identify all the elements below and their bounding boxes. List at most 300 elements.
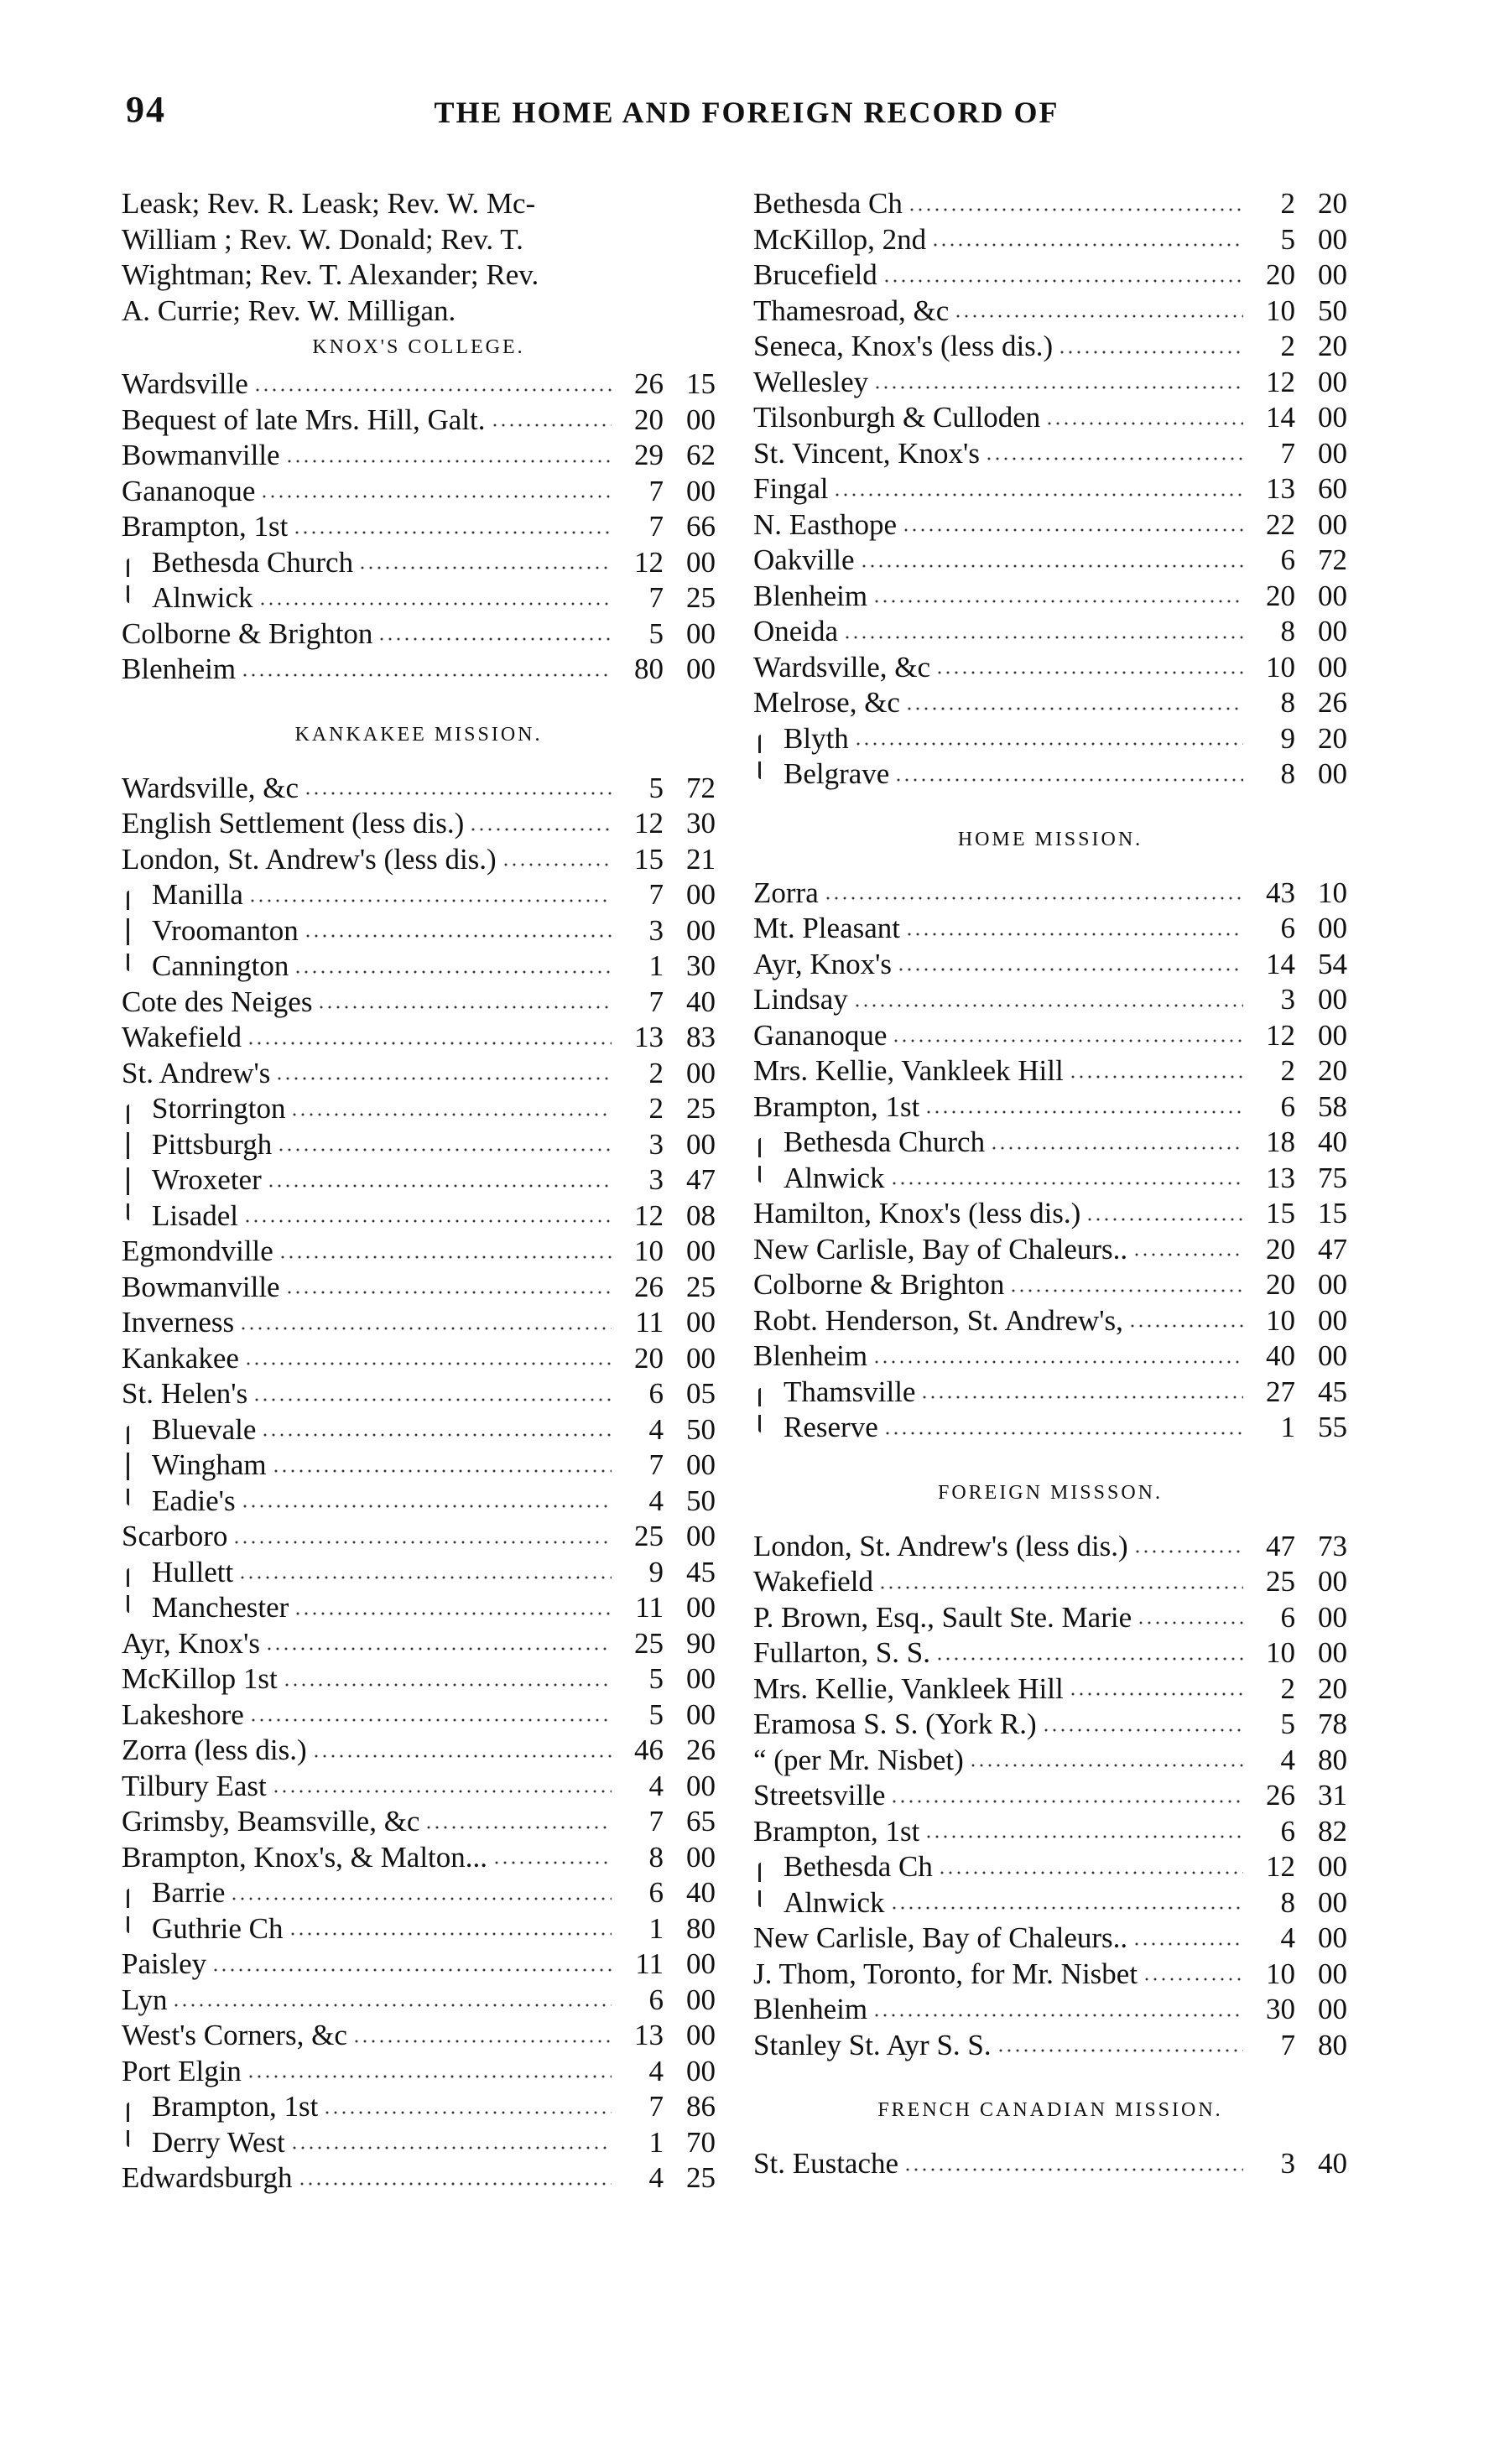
- entry-dollars: 4: [648, 2054, 664, 2087]
- entry-cents: 00: [686, 545, 716, 579]
- dot-leader: [352, 2038, 612, 2045]
- dot-leader: [244, 1360, 612, 1367]
- entry-name: Wakefield: [122, 1021, 242, 1053]
- intro-line: Leask; Rev. R. Leask; Rev. W. Mc-: [122, 187, 536, 220]
- dot-leader: [272, 1468, 612, 1474]
- entry-cents: 55: [1318, 1411, 1347, 1443]
- entry-name: St. Andrew's: [122, 1056, 271, 1089]
- entry-cents: 73: [1318, 1529, 1347, 1562]
- entry-name: Fullarton, S. S.: [753, 1636, 931, 1669]
- entry-name: Eadie's: [152, 1484, 236, 1517]
- entry-dollars: 9: [648, 1555, 664, 1588]
- entry-name: Scarboro: [122, 1520, 228, 1552]
- dot-leader: [1128, 1323, 1243, 1329]
- entry-dollars: 1: [648, 2125, 664, 2159]
- entry-dollars: 20: [634, 403, 664, 436]
- entry-name: Vroomanton: [152, 913, 299, 947]
- dot-leader: [905, 705, 1243, 712]
- dot-leader: [872, 598, 1243, 605]
- home-mission-heading: HOME MISSION.: [957, 828, 1143, 850]
- entry-dollars: 6: [648, 1983, 664, 2016]
- entry-cents: 10: [1318, 876, 1347, 909]
- page-header: [126, 88, 1367, 147]
- dot-leader: [260, 493, 612, 500]
- dot-leader: [938, 1869, 1243, 1876]
- entry-cents: 80: [686, 1911, 716, 1945]
- dot-leader: [873, 384, 1243, 391]
- ledger-entry: [753, 1303, 1347, 1339]
- entry-dollars: 12: [634, 807, 664, 840]
- entry-name: Gananoque: [753, 1018, 888, 1052]
- entry-name: Colborne & Brighton: [753, 1268, 1005, 1301]
- dot-leader: [502, 861, 612, 868]
- entry-name: Alnwick: [784, 1885, 885, 1919]
- ledger-entry: [753, 1232, 1347, 1268]
- entry-dollars: 13: [634, 2019, 664, 2051]
- foreign-mission-heading: FOREIGN MISSSON.: [937, 1481, 1164, 1504]
- entry-dollars: 3: [648, 1127, 664, 1161]
- entry-dollars: 15: [634, 842, 664, 876]
- ledger-entry: [122, 1412, 716, 1448]
- entry-name: Derry West: [152, 2125, 285, 2159]
- entry-cents: 00: [686, 1591, 716, 1624]
- ledger-entry: [753, 1196, 1347, 1232]
- ledger-entry: [122, 1519, 716, 1555]
- entry-cents: 40: [1318, 1125, 1347, 1158]
- dot-leader: [903, 2166, 1243, 2173]
- entry-name: Wardsville, &c: [753, 650, 931, 684]
- entry-dollars: 7: [1280, 2028, 1295, 2061]
- entry-name: Melrose, &c: [753, 686, 900, 719]
- ledger-entry: [753, 1089, 1347, 1125]
- entry-dollars: 3: [1280, 983, 1295, 1016]
- entry-cents: 00: [686, 474, 716, 507]
- entry-name: Ayr, Knox's: [753, 947, 893, 980]
- entry-dollars: 12: [634, 545, 664, 579]
- entry-cents: 78: [1318, 1708, 1347, 1740]
- ledger-entry: [122, 366, 716, 403]
- entry-cents: 00: [686, 1769, 716, 1802]
- entry-dollars: 5: [1280, 222, 1295, 256]
- ledger-entry: [122, 913, 716, 949]
- entry-dollars: 5: [648, 771, 664, 804]
- entry-name: Wakefield: [753, 1565, 873, 1598]
- entry-name: Bethesda Church: [152, 545, 354, 579]
- entry-name: Lakeshore: [122, 1697, 244, 1731]
- dot-leader: [985, 455, 1243, 462]
- dot-leader: [1042, 1727, 1243, 1734]
- entry-name: Belgrave: [784, 757, 890, 790]
- dot-leader: [833, 491, 1243, 498]
- ledger-entry: [122, 1590, 716, 1626]
- dot-leader: [882, 278, 1243, 284]
- entry-dollars: 12: [1266, 1850, 1295, 1883]
- home-mission-list: [753, 876, 1347, 1446]
- entry-dollars: 3: [648, 913, 664, 947]
- dot-leader: [908, 206, 1243, 213]
- entry-dollars: 40: [1266, 1339, 1295, 1372]
- dot-leader: [890, 1905, 1243, 1911]
- dot-leader: [294, 1610, 612, 1617]
- ledger-entry: [753, 507, 1347, 543]
- french-canadian-mission-list: [753, 2146, 1347, 2182]
- entry-cents: 00: [686, 1056, 716, 1089]
- ledger-entry: [753, 471, 1347, 507]
- ledger-entry: [122, 1626, 716, 1662]
- dot-leader: [872, 2012, 1243, 2019]
- entry-name: Alnwick: [152, 581, 253, 614]
- entry-dollars: 7: [648, 985, 664, 1018]
- ledger-entry: [122, 842, 716, 878]
- entry-name: Brampton, 1st: [152, 2090, 319, 2123]
- ledger-entry: [122, 1020, 716, 1056]
- entry-name: Mt. Pleasant: [753, 912, 900, 944]
- right-column: [753, 186, 1347, 2182]
- entry-cents: 00: [1318, 436, 1347, 470]
- entry-name: Mrs. Kellie, Vankleek Hill: [753, 1054, 1064, 1087]
- entry-cents: 45: [686, 1555, 716, 1588]
- entry-cents: 26: [1318, 686, 1347, 719]
- entry-name: Hamilton, Knox's (less dis.): [753, 1197, 1081, 1229]
- ledger-entry: [753, 876, 1347, 912]
- dot-leader: [990, 1145, 1243, 1151]
- entry-cents: 00: [1318, 912, 1347, 944]
- entry-dollars: 1: [1280, 1411, 1295, 1443]
- dot-leader: [247, 1040, 612, 1047]
- dot-leader: [211, 1967, 612, 1973]
- entry-cents: 90: [686, 1626, 716, 1660]
- ledger-entry: [753, 1161, 1347, 1197]
- ledger-entry: [122, 545, 716, 581]
- ledger-entry: [753, 721, 1347, 757]
- ledger-entry: [122, 438, 716, 474]
- entry-name: N. Easthope: [753, 507, 898, 541]
- entry-cents: 72: [686, 771, 716, 804]
- entry-dollars: 30: [1266, 1993, 1295, 2025]
- entry-cents: 00: [686, 1662, 716, 1695]
- entry-name: St. Vincent, Knox's: [753, 436, 980, 470]
- dot-leader: [1086, 1216, 1243, 1223]
- entry-name: Wroxeter: [152, 1163, 262, 1196]
- entry-cents: 00: [1318, 1921, 1347, 1954]
- entry-cents: 60: [1318, 472, 1347, 505]
- entry-dollars: 8: [648, 1840, 664, 1874]
- entry-name: Thamesroad, &c: [753, 294, 950, 327]
- entry-cents: 00: [1318, 615, 1347, 647]
- entry-name: Manilla: [152, 878, 243, 911]
- entry-name: St. Helen's: [122, 1377, 248, 1410]
- entry-cents: 00: [1318, 983, 1347, 1016]
- entry-cents: 00: [1318, 1018, 1347, 1052]
- ledger-entry: [753, 579, 1347, 615]
- ledger-entry: [122, 1448, 716, 1484]
- entry-cents: 25: [686, 581, 716, 614]
- entry-name: Tilsonburgh & Culloden: [753, 401, 1041, 434]
- dot-leader: [253, 1396, 612, 1403]
- dot-leader: [1137, 1619, 1243, 1626]
- dot-leader: [843, 634, 1243, 641]
- entry-dollars: 11: [635, 1947, 664, 1980]
- ledger-entry: [122, 771, 716, 807]
- entry-name: Oakville: [753, 543, 855, 576]
- knox-college-heading: KNOX'S COLLEGE.: [312, 336, 525, 358]
- entry-name: Manchester: [152, 1591, 289, 1624]
- entry-cents: 54: [1318, 947, 1347, 980]
- entry-cents: 00: [1318, 1565, 1347, 1598]
- entry-name: Tilbury East: [122, 1769, 267, 1802]
- entry-cents: 00: [686, 1520, 716, 1552]
- ledger-entry: [753, 1529, 1347, 1565]
- entry-cents: 40: [686, 1876, 716, 1909]
- entry-cents: 00: [1318, 757, 1347, 790]
- entry-name: Stanley St. Ayr S. S.: [753, 2028, 992, 2061]
- ledger-entry: [753, 1778, 1347, 1814]
- ledger-entry: [753, 436, 1347, 472]
- entry-dollars: 26: [1266, 1779, 1295, 1812]
- ledger-entry: [753, 186, 1347, 222]
- entry-name: Blenheim: [753, 579, 868, 612]
- entry-cents: 00: [686, 1697, 716, 1731]
- ledger-entry: [753, 2028, 1347, 2064]
- dot-leader: [323, 2109, 612, 2116]
- intro-line: William ; Rev. W. Donald; Rev. T.: [122, 222, 523, 256]
- entry-name: Thamsville: [784, 1375, 916, 1408]
- ledger-entry: [753, 1339, 1347, 1375]
- entry-cents: 30: [686, 807, 716, 840]
- ledger-entry: [122, 1733, 716, 1769]
- entry-name: Lyn: [122, 1983, 168, 2016]
- entry-name: Wellesley: [753, 365, 869, 398]
- entry-name: Lisadel: [152, 1198, 239, 1232]
- entry-cents: 83: [686, 1021, 716, 1053]
- entry-cents: 00: [1318, 1268, 1347, 1301]
- ledger-entry: [122, 949, 716, 985]
- page-number: 94: [126, 89, 166, 130]
- entry-dollars: 26: [634, 1270, 664, 1303]
- dot-leader: [275, 1075, 612, 1082]
- dot-leader: [860, 563, 1243, 569]
- ledger-entry: [122, 1983, 716, 2019]
- ledger-entry: [122, 806, 716, 842]
- ledger-entry: [122, 1697, 716, 1734]
- entry-dollars: 7: [648, 474, 664, 507]
- entry-cents: 00: [1318, 401, 1347, 434]
- entry-dollars: 4: [1280, 1743, 1295, 1776]
- dot-leader: [239, 1325, 612, 1332]
- continued-list: [753, 186, 1347, 793]
- dot-leader: [289, 1931, 612, 1937]
- entry-dollars: 47: [1266, 1529, 1295, 1562]
- dot-leader: [931, 242, 1243, 248]
- dot-leader: [241, 672, 612, 678]
- entry-dollars: 20: [634, 1341, 664, 1375]
- dot-leader: [897, 966, 1243, 973]
- entry-cents: 00: [686, 403, 716, 436]
- knox-college-list: [122, 366, 716, 688]
- entry-dollars: 25: [634, 1520, 664, 1552]
- entry-dollars: 14: [1266, 947, 1295, 980]
- ledger-entry: [753, 2146, 1347, 2182]
- kankakee-mission-list: [122, 771, 716, 2196]
- entry-cents: 20: [1318, 1671, 1347, 1705]
- ledger-entry: [122, 1555, 716, 1591]
- ledger-entry: [753, 911, 1347, 947]
- ledger-entry: [753, 1957, 1347, 1993]
- ledger-entry: [753, 947, 1347, 983]
- ledger-entry: [753, 400, 1347, 436]
- entry-dollars: 6: [1280, 1600, 1295, 1634]
- entry-cents: 80: [1318, 1743, 1347, 1776]
- entry-dollars: 10: [1266, 1636, 1295, 1669]
- entry-dollars: 7: [1280, 436, 1295, 470]
- entry-dollars: 20: [1266, 579, 1295, 612]
- entry-dollars: 7: [648, 1805, 664, 1838]
- entry-dollars: 6: [1280, 1089, 1295, 1123]
- entry-name: Storrington: [152, 1092, 286, 1125]
- entry-cents: 00: [1318, 365, 1347, 398]
- entry-cents: 00: [1318, 1636, 1347, 1669]
- entry-cents: 20: [1318, 1054, 1347, 1087]
- dot-leader: [230, 1895, 612, 1902]
- ledger-entry: [753, 294, 1347, 330]
- entry-dollars: 2: [648, 1056, 664, 1089]
- entry-dollars: 7: [648, 2090, 664, 2123]
- entry-cents: 25: [686, 1092, 716, 1125]
- ledger-entry: [122, 1875, 716, 1911]
- dot-leader: [883, 1430, 1243, 1437]
- ledger-entry: [122, 1056, 716, 1092]
- ledger-entry: [122, 2054, 716, 2090]
- entry-cents: 00: [686, 1341, 716, 1375]
- ledger-entry: [753, 1564, 1347, 1600]
- entry-name: Blenheim: [753, 1339, 868, 1372]
- entry-cents: 50: [1318, 294, 1347, 327]
- ledger-entry: [753, 1375, 1347, 1411]
- entry-dollars: 8: [1280, 1885, 1295, 1919]
- entry-name: Egmondville: [122, 1235, 273, 1267]
- dot-leader: [935, 669, 1243, 676]
- entry-cents: 82: [1318, 1814, 1347, 1848]
- entry-cents: 47: [686, 1163, 716, 1196]
- entry-name: “ (per Mr. Nisbet): [753, 1743, 964, 1776]
- entry-cents: 05: [686, 1377, 716, 1410]
- ledger-entry: [753, 1267, 1347, 1303]
- entry-dollars: 4: [648, 1769, 664, 1802]
- entry-dollars: 13: [1266, 1161, 1295, 1194]
- entry-dollars: 3: [648, 1163, 664, 1196]
- entry-name: Oneida: [753, 615, 839, 647]
- entry-dollars: 22: [1266, 507, 1295, 541]
- ledger-entry: [753, 1125, 1347, 1161]
- entry-dollars: 5: [1280, 1708, 1295, 1740]
- ledger-entry: [122, 1804, 716, 1840]
- entry-name: Bethesda Church: [784, 1125, 986, 1158]
- entry-cents: 00: [686, 2019, 716, 2051]
- entry-dollars: 46: [634, 1734, 664, 1766]
- ledger-entry: [122, 2018, 716, 2054]
- entry-cents: 00: [1318, 579, 1347, 612]
- intro-line: Wightman; Rev. T. Alexander; Rev.: [122, 258, 539, 291]
- dot-leader: [1069, 1691, 1243, 1697]
- entry-cents: 50: [686, 1412, 716, 1446]
- entry-name: Bluevale: [152, 1412, 257, 1446]
- entry-name: Brampton, Knox's, & Malton...: [122, 1840, 488, 1874]
- entry-cents: 15: [686, 367, 716, 400]
- entry-name: West's Corners, &c: [122, 2019, 347, 2051]
- ledger-entry: [122, 1341, 716, 1377]
- entry-dollars: 4: [1280, 1921, 1295, 1954]
- entry-cents: 00: [686, 913, 716, 947]
- ledger-entry: [122, 1234, 716, 1270]
- ledger-entry: [753, 1635, 1347, 1671]
- ledger-entry: [122, 509, 716, 545]
- dot-leader: [290, 1111, 612, 1118]
- dot-leader: [1058, 349, 1243, 356]
- entry-dollars: 5: [648, 1662, 664, 1695]
- entry-cents: 00: [1318, 1885, 1347, 1919]
- intro-line: A. Currie; Rev. W. Milligan.: [122, 294, 456, 327]
- dot-leader: [1132, 1941, 1243, 1947]
- entry-name: Barrie: [152, 1876, 226, 1909]
- entry-cents: 20: [1318, 187, 1347, 220]
- entry-cents: 20: [1318, 330, 1347, 362]
- entry-name: Bowmanville: [122, 1270, 280, 1303]
- entry-name: Blyth: [784, 721, 849, 755]
- ledger-entry: [753, 543, 1347, 579]
- entry-dollars: 4: [648, 2161, 664, 2194]
- dot-leader: [890, 1798, 1243, 1805]
- ledger-entry: [753, 329, 1347, 365]
- entry-name: McKillop, 2nd: [753, 222, 927, 256]
- entry-dollars: 10: [1266, 1303, 1295, 1337]
- dot-leader: [261, 1432, 612, 1438]
- ledger-entry: [122, 403, 716, 439]
- dot-leader: [1069, 1073, 1243, 1080]
- dot-leader: [997, 2047, 1243, 2054]
- entry-dollars: 7: [648, 1448, 664, 1481]
- ledger-entry: [122, 1947, 716, 1983]
- entry-cents: 00: [1318, 1600, 1347, 1634]
- dot-leader: [954, 313, 1243, 320]
- entry-name: Grimsby, Beamsville, &c: [122, 1805, 420, 1838]
- entry-cents: 00: [1318, 1993, 1347, 2025]
- ledger-entry: [753, 1814, 1347, 1850]
- ledger-entry: [753, 1885, 1347, 1921]
- entry-dollars: 29: [634, 439, 664, 471]
- ledger-entry: [753, 222, 1347, 258]
- entry-cents: 40: [686, 985, 716, 1018]
- entry-name: English Settlement (less dis.): [122, 807, 465, 840]
- entry-name: Brucefield: [753, 258, 877, 291]
- entry-name: Brampton, 1st: [753, 1089, 920, 1123]
- entry-dollars: 14: [1266, 401, 1295, 434]
- dot-leader: [249, 1717, 612, 1723]
- ledger-entry: [753, 1707, 1347, 1743]
- entry-cents: 00: [686, 878, 716, 911]
- dot-leader: [492, 1859, 612, 1866]
- entry-cents: 20: [1318, 721, 1347, 755]
- entry-dollars: 6: [1280, 912, 1295, 944]
- dot-leader: [878, 1584, 1243, 1591]
- ledger-entry: [753, 1671, 1347, 1708]
- entry-dollars: 27: [1266, 1375, 1295, 1408]
- entry-cents: 31: [1318, 1779, 1347, 1812]
- dot-leader: [253, 387, 612, 393]
- entry-name: Bethesda Ch: [753, 187, 903, 220]
- ledger-entry: [122, 1091, 716, 1127]
- ledger-entry: [122, 2089, 716, 2125]
- dot-leader: [1132, 1251, 1243, 1258]
